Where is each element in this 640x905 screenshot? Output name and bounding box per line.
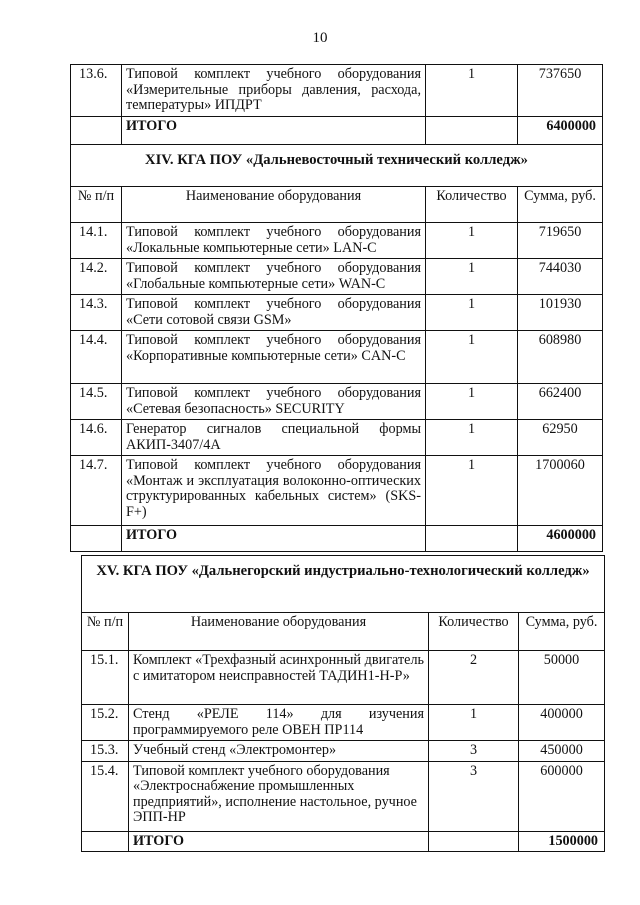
row-number: 14.6. (71, 420, 122, 456)
amount: 400000 (519, 705, 605, 741)
section-title: XIV. КГА ПОУ «Дальневосточный технический колледж» (71, 145, 603, 187)
quantity: 1 (426, 456, 518, 526)
table-row (71, 331, 603, 384)
page-number: 10 (312, 30, 328, 46)
header-name: Наименование оборудования (122, 187, 426, 223)
table-row (71, 259, 603, 295)
table-row (71, 420, 603, 456)
header-num: № п/п (82, 613, 129, 651)
amount: 719650 (518, 223, 603, 259)
row-number: 15.2. (82, 705, 129, 741)
row-number: 14.7. (71, 456, 122, 526)
amount: 737650 (518, 65, 603, 117)
row-number: 15.1. (82, 651, 129, 705)
column-headers (71, 187, 603, 223)
amount: 62950 (518, 420, 603, 456)
equipment-name: Типовой комплект учебного оборудования «Глобальные компьютерные сети» WAN-C (122, 259, 426, 295)
header-sum: Сумма, руб. (519, 613, 605, 651)
table-row (71, 65, 603, 117)
row-number: 13.6. (71, 65, 122, 117)
row-number: 15.3. (82, 741, 129, 762)
row-number: 14.4. (71, 331, 122, 384)
total-amount: 6400000 (518, 117, 603, 145)
amount: 450000 (519, 741, 605, 762)
amount: 600000 (519, 761, 605, 831)
quantity: 1 (426, 384, 518, 420)
amount: 662400 (518, 384, 603, 420)
total-amount: 1500000 (519, 831, 605, 852)
amount: 608980 (518, 331, 603, 384)
equipment-name: Типовой комплект учебного оборудования «Измерительные приборы давления, расхода, температуры» ИПДРТ (122, 65, 426, 117)
header-name: Наименование оборудования (129, 613, 429, 651)
quantity: 3 (429, 761, 519, 831)
table-row (71, 456, 603, 526)
quantity: 2 (429, 651, 519, 705)
row-number: 15.4. (82, 761, 129, 831)
amount: 50000 (519, 651, 605, 705)
total-row (71, 117, 603, 145)
total-label: ИТОГО (122, 526, 426, 552)
equipment-name: Типовой комплект учебного оборудования «Корпоративные компьютерные сети» CAN-C (122, 331, 426, 384)
quantity: 1 (426, 420, 518, 456)
equipment-table-lower (81, 555, 605, 852)
total-amount: 4600000 (518, 526, 603, 552)
quantity: 3 (429, 741, 519, 762)
equipment-name: Учебный стенд «Электромонтер» (129, 741, 429, 762)
table-row (82, 741, 605, 762)
quantity: 1 (426, 259, 518, 295)
quantity: 1 (426, 295, 518, 331)
total-row (71, 526, 603, 552)
table-row (82, 651, 605, 705)
row-number: 14.5. (71, 384, 122, 420)
section-header (82, 556, 605, 613)
equipment-name: Типовой комплект учебного оборудования «Электроснабжение промышленных предприятий», исполнение настольное, ручное ЭПП-НР (129, 761, 429, 831)
header-qty: Количество (429, 613, 519, 651)
table-row (82, 705, 605, 741)
quantity: 1 (426, 65, 518, 117)
row-number: 14.3. (71, 295, 122, 331)
row-number: 14.2. (71, 259, 122, 295)
section-title: XV. КГА ПОУ «Дальнегорский индустриально-технологический колледж» (82, 556, 605, 613)
total-row (82, 831, 605, 852)
quantity: 1 (426, 223, 518, 259)
equipment-name: Типовой комплект учебного оборудования «Сети сотовой связи GSM» (122, 295, 426, 331)
header-qty: Количество (426, 187, 518, 223)
table-row (71, 384, 603, 420)
amount: 744030 (518, 259, 603, 295)
header-sum: Сумма, руб. (518, 187, 603, 223)
equipment-name: Типовой комплект учебного оборудования «Сетевая безопасность» SECURITY (122, 384, 426, 420)
equipment-table-upper (70, 64, 603, 552)
equipment-name: Комплект «Трехфазный асинхронный двигатель с имитатором неисправностей ТАДИН1-Н-Р» (129, 651, 429, 705)
row-number: 14.1. (71, 223, 122, 259)
amount: 101930 (518, 295, 603, 331)
total-label: ИТОГО (122, 117, 426, 145)
table-row (71, 223, 603, 259)
equipment-name: Типовой комплект учебного оборудования «Локальные компьютерные сети» LAN-C (122, 223, 426, 259)
total-label: ИТОГО (129, 831, 429, 852)
column-headers (82, 613, 605, 651)
equipment-name: Генератор сигналов специальной формы АКИП-3407/4А (122, 420, 426, 456)
equipment-name: Стенд «РЕЛЕ 114» для изучения программируемого реле ОВЕН ПР114 (129, 705, 429, 741)
amount: 1700060 (518, 456, 603, 526)
table-row (82, 761, 605, 831)
section-header (71, 145, 603, 187)
equipment-name: Типовой комплект учебного оборудования «Монтаж и эксплуатация волоконно-оптических структурированных кабельных систем» (SKS-F+) (122, 456, 426, 526)
quantity: 1 (426, 331, 518, 384)
header-num: № п/п (71, 187, 122, 223)
table-row (71, 295, 603, 331)
quantity: 1 (429, 705, 519, 741)
